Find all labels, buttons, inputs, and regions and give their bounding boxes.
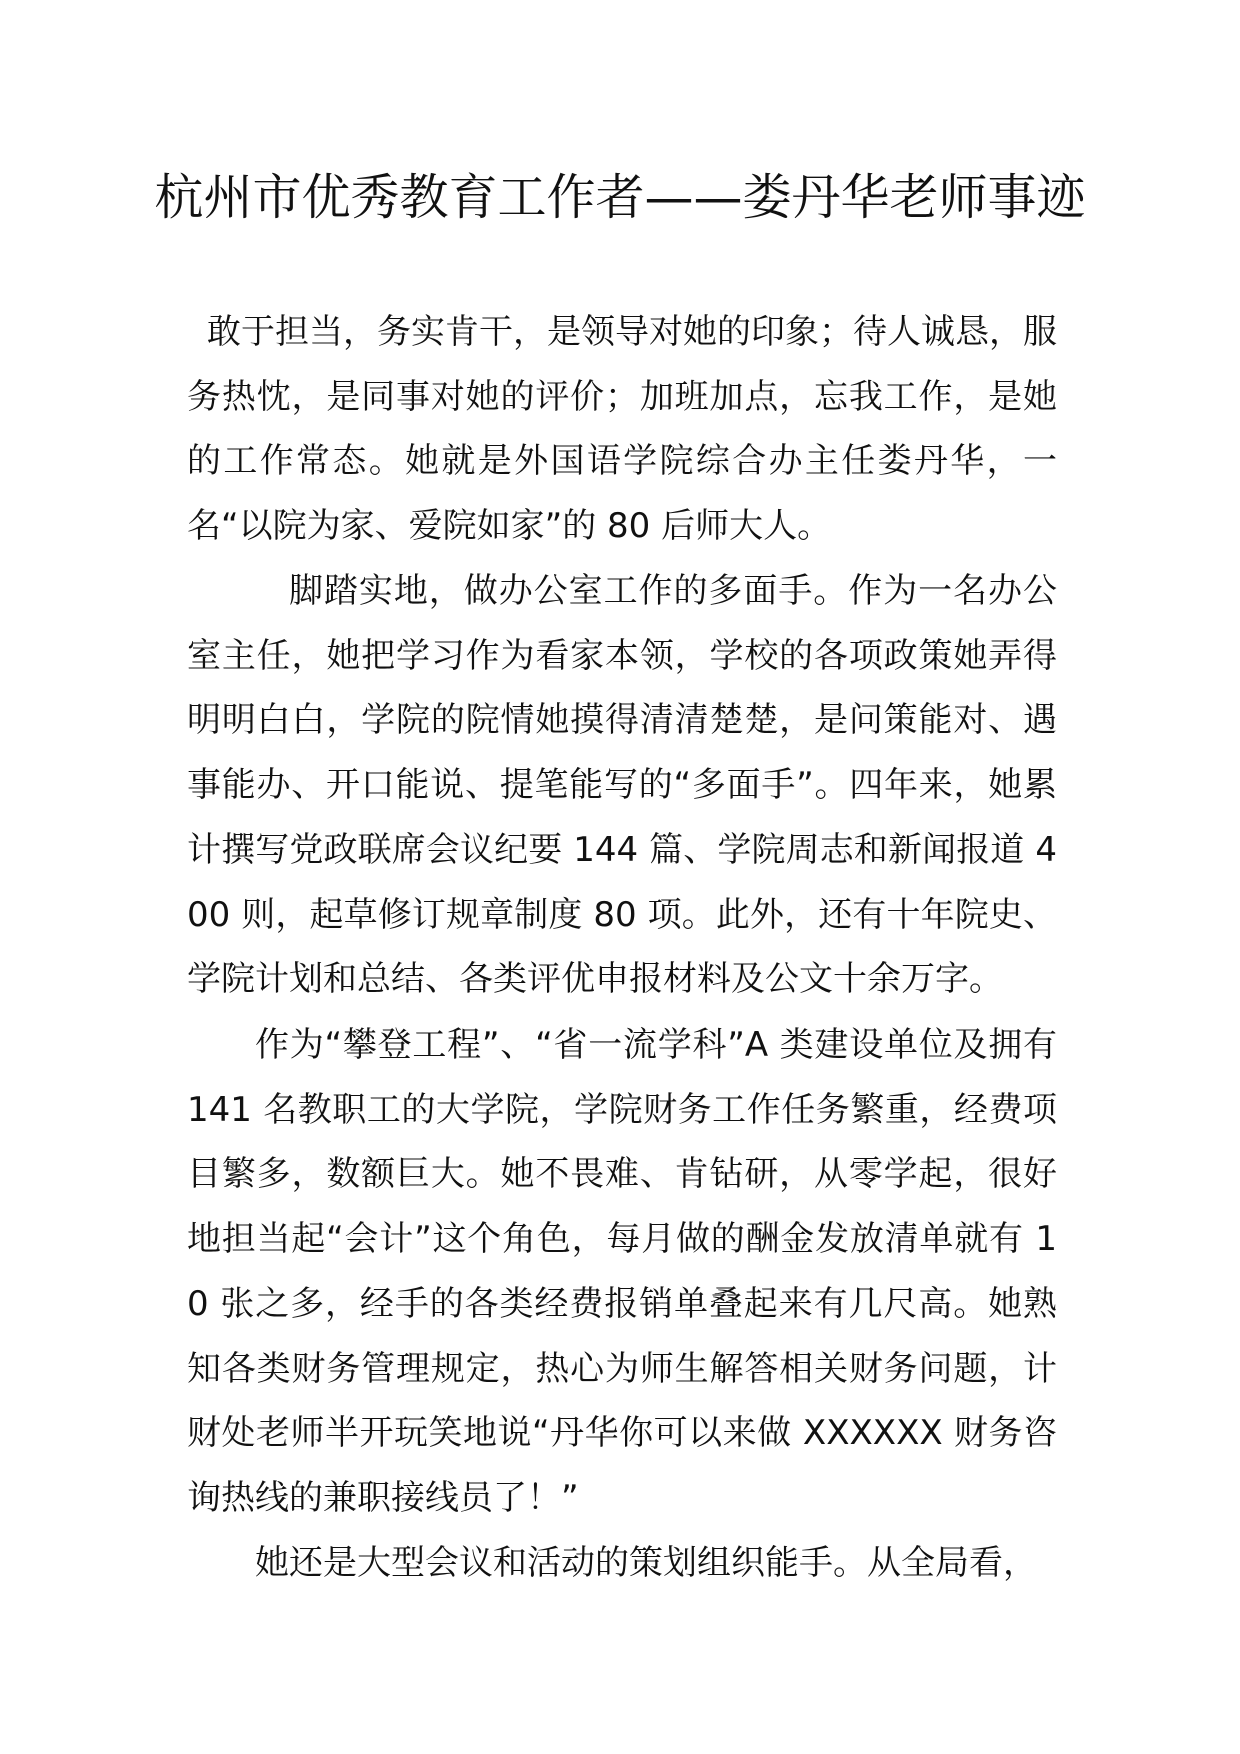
paragraph-4: 她还是大型会议和活动的策划组织能手。从全局看， (255, 1543, 1037, 1583)
paragraph-2 (187, 559, 1057, 1012)
paragraph-2-text: 脚踏实地，做办公室工作的多面手。作为一名办公室主任，她把学习作为看家本领，学校的各项政策她弄得明明白白，学院的院情她摸得清清楚楚，是问策能对、遇事能办、开口能说、提笔能写的“多面手”。四年来，她累计撰写党政联席会议纪要 144 篇、学院周志和新闻报道 400 则，起草修订规章制度 80 项。此外，还有十年院史、学院计划和总结、各类评优申报材料及公文十余万字。 (187, 571, 1057, 1000)
paragraph-1: 敢于担当，务实肯干，是领导对她的印象；待人诚恳，服务热忱，是同事对她的评价；加班加点，忘我工作，是她的工作常态。她就是外国语学院综合办主任娄丹华，一名“以院为家、爱院如家”的 80 后师大人。 (187, 312, 1057, 547)
document-title: 杭州市优秀教育工作者——娄丹华老师事迹 (154, 169, 1086, 226)
paragraph-3: 作为“攀登工程”、“省一流学科”A 类建设单位及拥有 141 名教职工的大学院，学院财务工作任务繁重，经费项目繁多，数额巨大。她不畏难、肯钻研，从零学起，很好地担当起“会计”这个角色，每月做的酬金发放清单就有 10 张之多，经手的各类经费报销单叠起来有几尺高。她熟知各类财务管理规定，热心为师生解答相关财务问题，计财处老师半开玩笑地说“丹华你可以来做 XXXXXX 财务咨询热线的兼职接线员了！” (187, 1025, 1057, 1518)
